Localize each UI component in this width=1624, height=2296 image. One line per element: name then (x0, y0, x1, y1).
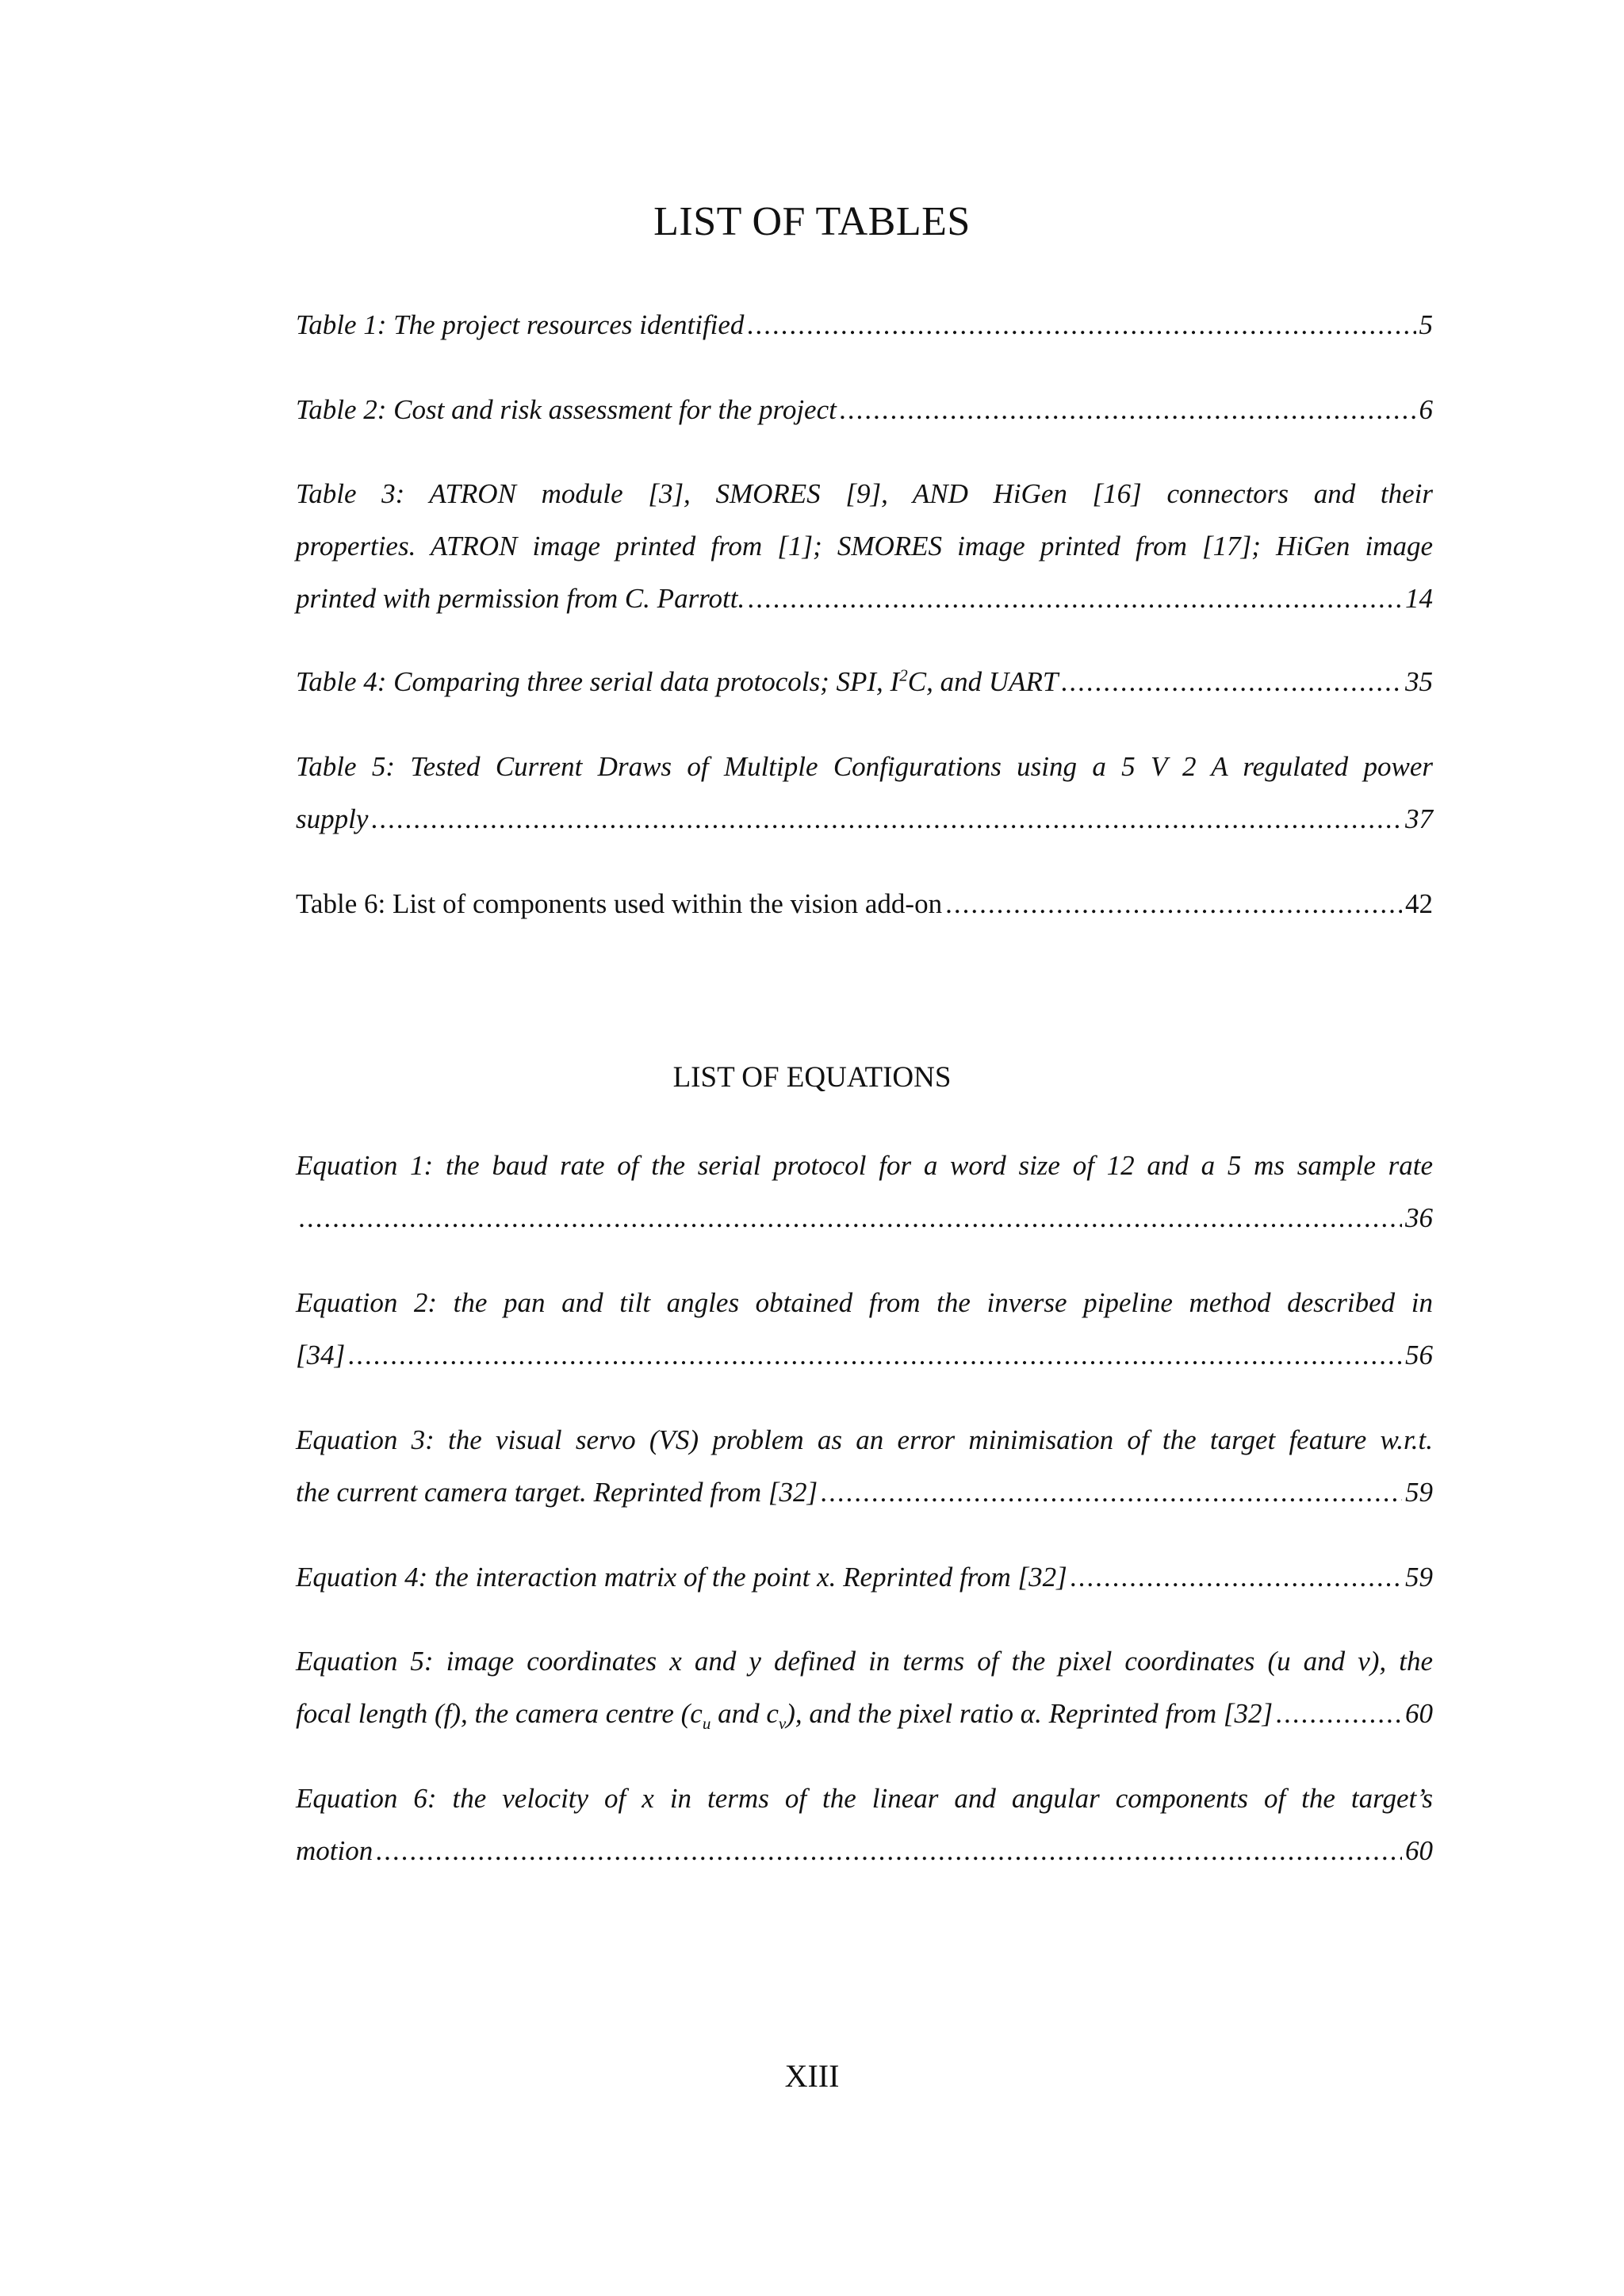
entry-line: Equation 5: image coordinates x and y defined in terms of the pixel coordinates (u and v), the (296, 1646, 1433, 1677)
entry-title: motion (296, 1835, 373, 1866)
entry-page-number: 56 (1405, 1340, 1433, 1370)
page-number: XIII (784, 2058, 840, 2094)
dot-leader (747, 299, 1415, 351)
dot-leader (1276, 1688, 1402, 1740)
dot-leader (748, 573, 1402, 625)
dot-leader (1071, 1551, 1402, 1604)
toc-entry-equation-3[interactable] (296, 1414, 1433, 1519)
entry-line: Equation 1: the baud rate of the serial protocol for a word size of 12 and a 5 ms sample rate (296, 1150, 1433, 1181)
toc-entry-equation-5[interactable] (296, 1635, 1433, 1740)
toc-entry-table-2[interactable] (296, 384, 1433, 436)
entry-page-number: 60 (1405, 1698, 1433, 1729)
entry-page-number: 37 (1405, 803, 1433, 834)
entry-title: printed with permission from C. Parrott. (296, 583, 745, 614)
entry-line: Equation 6: the velocity of x in terms of the linear and angular components of the target’s (296, 1783, 1433, 1814)
toc-entry-table-5[interactable] (296, 741, 1433, 845)
toc-entry-table-6[interactable] (296, 878, 1433, 930)
toc-entry-equation-4[interactable] (296, 1551, 1433, 1604)
entry-page-number: 5 (1419, 309, 1433, 340)
entry-page-number: 42 (1405, 888, 1433, 919)
toc-entry-table-1[interactable] (296, 299, 1433, 351)
entry-line: Table 5: Tested Current Draws of Multiple Configurations using a 5 V 2 A regulated power (296, 751, 1433, 782)
toc-entry-equation-1[interactable] (296, 1140, 1433, 1244)
entry-page-number: 14 (1405, 583, 1433, 614)
entry-page-number: 60 (1405, 1835, 1433, 1866)
list-of-equations-heading: LIST OF EQUATIONS (672, 1061, 952, 1094)
entry-page-number: 59 (1405, 1477, 1433, 1508)
entry-line: Equation 3: the visual servo (VS) problem as an error minimisation of the target feature w.r.t. (296, 1424, 1433, 1455)
entry-page-number: 36 (1405, 1202, 1433, 1233)
entry-title: Table 4: Comparing three serial data protocols; SPI, $I^2C$, and UART (296, 665, 1059, 697)
entry-title: Table 1: The project resources identified (296, 309, 745, 340)
toc-entry-table-4[interactable] (296, 656, 1433, 708)
entry-line: Equation 2: the pan and tilt angles obtained from the inverse pipeline method described in (296, 1287, 1433, 1318)
dot-leader (348, 1329, 1402, 1382)
dot-leader (821, 1466, 1402, 1519)
dot-leader (840, 384, 1416, 436)
entry-page-number: 6 (1419, 394, 1433, 425)
toc-entry-equation-2[interactable] (296, 1277, 1433, 1382)
dot-leader (945, 878, 1402, 930)
entry-title: supply (296, 803, 369, 834)
entry-title: Table 6: List of components used within the vision add-on (296, 888, 943, 919)
list-of-tables-heading: LIST OF TABLES (653, 199, 971, 244)
entry-title: Equation 4: the interaction matrix of the point x. Reprinted from [32] (296, 1562, 1067, 1593)
entry-line: Table 3: ATRON module [3], SMORES [9], AND HiGen [16] connectors and their (296, 478, 1433, 509)
dot-leader (376, 1825, 1402, 1877)
dot-leader (1061, 656, 1402, 708)
toc-entry-table-3[interactable] (296, 468, 1433, 625)
entry-title: Table 2: Cost and risk assessment for the project (296, 394, 837, 425)
entry-page-number: 59 (1405, 1562, 1433, 1593)
entry-title: focal length (f), the camera centre ($c_u$ and $c_v$), and the pixel ratio α. Reprinted from [32] (296, 1698, 1274, 1733)
dot-leader (371, 793, 1402, 845)
toc-entry-equation-6[interactable] (296, 1773, 1433, 1877)
entry-page-number: 35 (1405, 666, 1433, 697)
dot-leader (299, 1192, 1402, 1244)
entry-title: the current camera target. Reprinted from [32] (296, 1477, 818, 1508)
entry-line: properties. ATRON image printed from [1]; SMORES image printed from [17]; HiGen image (296, 531, 1433, 562)
entry-title: [34] (296, 1340, 346, 1370)
